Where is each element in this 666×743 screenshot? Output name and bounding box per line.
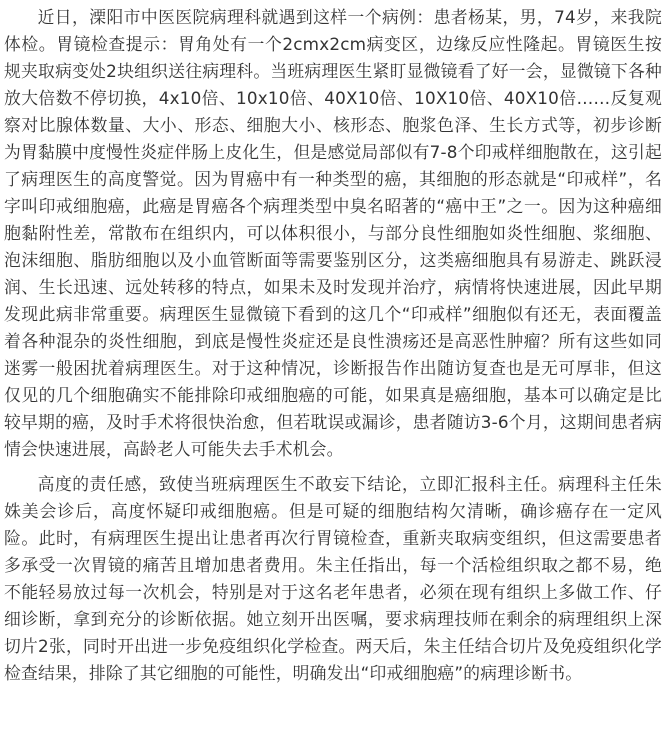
article-body <box>4 4 662 687</box>
article-paragraph-1: 近日，溧阳市中医医院病理科就遇到这样一个病例：患者杨某，男，74岁，来我院体检。胃镜检查提示：胃角处有一个2cmx2cm病变区，边缘反应性隆起。胃镜医生按规夹取病变处2块组织送往病理科。当班病理医生紧盯显微镜看了好一会，显微镜下各种放大倍数不停切换，4x10倍、10x10倍、40X10倍、10X10倍、40X10倍……反复观察对比腺体数量、大小、形态、细胞大小、核形态、胞浆色泽、生长方式等，初步诊断为胃黏膜中度慢性炎症伴肠上皮化生，但是感觉局部似有7-8个印戒样细胞散在，这引起了病理医生的高度警觉。因为胃癌中有一种类型的癌，其细胞的形态就是“印戒样”，名字叫印戒细胞癌，此癌是胃癌各个病理类型中臭名昭著的“癌中王”之一。因为这种癌细胞黏附性差，常散布在组织内，可以体积很小，与部分良性细胞如炎性细胞、浆细胞、泡沫细胞、脂肪细胞以及小血管断面等需要鉴别区分，这类癌细胞具有易游走、跳跃浸润、生长迅速、远处转移的特点，如果未及时发现并治疗，病情将快速进展，因此早期发现此病非常重要。病理医生显微镜下看到的这几个“印戒样”细胞似有还无，表面覆盖着各种混杂的炎性细胞，到底是慢性炎症还是良性溃疡还是高恶性肿瘤？所有这些如同迷雾一般困扰着病理医生。对于这种情况，诊断报告作出随访复查也是无可厚非，但这仅见的几个细胞确实不能排除印戒细胞癌的可能，如果真是癌细胞，基本可以确定是比较早期的癌，及时手术将很快治愈，但若耽误或漏诊，患者随访3-6个月，这期间患者病情会快速进展，高龄老人可能失去手术机会。 <box>4 7 662 459</box>
article-paragraph-2: 高度的责任感，致使当班病理医生不敢妄下结论，立即汇报科主任。病理科主任朱姝美会诊后，高度怀疑印戒细胞癌。但是可疑的细胞结构欠清晰，确诊癌存在一定风险。此时，有病理医生提出让患者再次行胃镜检查，重新夹取病变组织，但这需要患者多承受一次胃镜的痛苦且增加患者费用。朱主任指出，每一个活检组织取之都不易，绝不能轻易放过每一次机会，特别是对于这名老年患者，必须在现有组织上多做工作、仔细诊断，拿到充分的诊断依据。她立刻开出医嘱，要求病理技师在剩余的病理组织上深切片2张，同时开出进一步免疫组织化学检查。两天后，朱主任结合切片及免疫组织化学检查结果，排除了其它细胞的可能性，明确发出“印戒细胞癌”的病理诊断书。 <box>4 474 662 683</box>
